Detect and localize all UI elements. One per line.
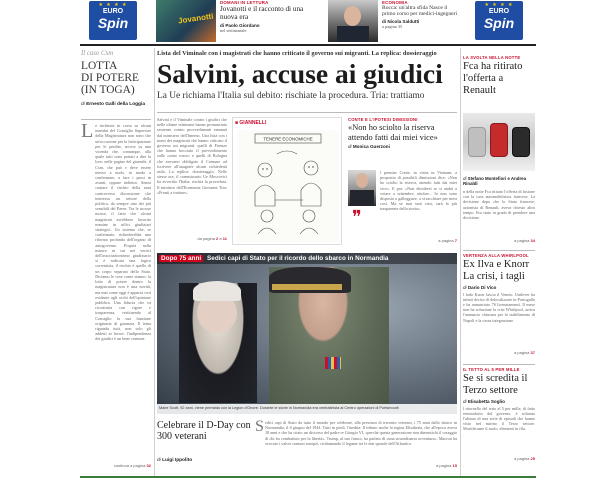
whirlpool-story[interactable] (463, 253, 535, 361)
photo-caption: Marie Scott, 92 anni, viene premiata con la Legion d'Onore. Durante le storie in Normandia era centralinista al Centro operazioni di Portsmouth (159, 405, 399, 410)
whirlpool-body: l fado Knorr lascia il Veneto. Unilever ha infatti deciso di delocalizzare in Portogallo e ha annunciato 76 licenziamenti. Il mese non ha soluzione la crisi Whirlpool, arriva l'annuncio chiusura per lo stabilimento di Napoli e la cassa integrazione. (463, 291, 535, 323)
main-headline-block[interactable] (157, 50, 457, 102)
euro-spin-badge-left[interactable] (89, 1, 137, 40)
left-column-editorial[interactable] (81, 50, 151, 475)
conte-headline[interactable]: «Non ho sciolto la riserva attendo fatti dai miei vice» (348, 123, 438, 142)
renault-kicker: LA SVOLTA NELLA NOTTE (463, 55, 521, 60)
conte-portrait (348, 170, 376, 206)
column-divider (460, 48, 461, 476)
whirlpool-headline[interactable]: Ex Ilva e Knorr La crisi, i tagli (463, 259, 530, 282)
story-body: Salvini e il Viminale contro i giudici che nelle ultime settimane hanno pronunciato sentenze contro provvedimenti emanati dal ministero dell'Interno. Una lista con i nomi dei magistrati che hanno criticato il governo sui migranti: quelli di Firenze che hanno bocciato il provvedimento sulle «zone rosse» e quelli di Bologna che avevano obbligato il Comune ad iscrivere all'anagrafe alcuni richiedenti asilo. La replica: dossieraggio. Nelle stesse ore, il commissario Ue Moscovici ha avvertito l'Italia: rischia la procedura. Il ministro dell'Economia Giovanni Tria: «Pronti a trattare». (157, 117, 227, 195)
drop-cap: S (255, 418, 264, 435)
conte-author: di Monica Guerzoni (348, 144, 390, 149)
promo-author: di Paolo Giordano (220, 23, 260, 28)
promo-kicker: DOMANI IN LETTURA (220, 0, 269, 5)
terzo-settore-author: di Elisabetta Soglio (463, 398, 505, 404)
jovanotti-promo[interactable] (156, 0, 320, 42)
car-badges-image (463, 113, 535, 171)
whirlpool-page: a pagina 37 (514, 349, 535, 355)
terzo-settore-headline[interactable]: Se si scredita il Terzo settore (463, 373, 528, 396)
conte-body: l premier Conte, in visita in Vietnam, a proposito di possibili dimissioni dice: «Non ho sciolto la riserva, attendo fatti dai miei vice». E poi: «Non deciderei se si andrà a votare a settembre, ottobre... Io non sono disposto a galleggiare, a vivacchiare per mesi così. Ma se mai sarà crisi, sarà la più trasparente della storia». (380, 170, 457, 212)
divider (463, 250, 535, 251)
promo-page: nel settimanale (220, 28, 247, 33)
quote-icon: ❞ (352, 207, 362, 227)
euro-spin-line2: Spin (97, 15, 129, 31)
overline: Lista del Viminale con i magistrati che hanno criticato il governo sui migranti. La replica: dossieraggio (157, 50, 437, 57)
photo-label: Dopo 75 anni (161, 255, 202, 262)
salvini-story[interactable] (157, 117, 227, 244)
divider (157, 112, 457, 113)
terzo-settore-page: a pagina 25 (514, 455, 535, 461)
dday-body: edici capi di Stato da tutto il mondo per celebrare, alla presenza di trecento veterani, i 75 anni dallo sbarco in Normandia, il 6 giugno del 1944. Tutti in piedi, l'inedita: Il tributo anche la regina Elisabetta, che all'epoca aveva 18 anni e che ha citato un discorso del padre re Giorgio VI, «perché questa generazione non dimentichi il coraggio di chi ha combattuto per la libertà». Trump, al suo fianco, ha parlato di «una straordinaria avventura». Macron ha evocato i valori comuni europei, richiamando il legame tra le due sponde dell'Atlantico. (265, 420, 457, 446)
euro-stars-icon: ★ ★ ★ ★ (484, 2, 514, 8)
euro-spin-line1: EURO (488, 8, 510, 15)
editorial-author: di Ernesto Galli della Loggia (81, 101, 145, 107)
renault-story[interactable] (463, 55, 535, 245)
editorial-kicker: Il caso Csm (81, 50, 114, 57)
promo-text: Jovanotti e il racconto di una nuova era (220, 5, 304, 21)
saldutti-portrait (328, 0, 378, 42)
whirlpool-author: di Dario Di Vico (463, 284, 497, 290)
photo-headline: Sedici capi di Stato per il ricordo dello sbarco in Normandia (207, 255, 389, 262)
drop-cap: L (81, 123, 94, 142)
continues-on: continua a pagina 32 (113, 463, 151, 468)
renault-body: n della notte Fca ritirato l'offerta di fusione con la casa automobilistica francese. La decisione dopo che lo Stato francese, azionista di Renault, aveva chiesto altro tempo. Era stato in grado di prendere una decisione. (463, 189, 535, 221)
story-pages: da pagina 2 a 11 (197, 236, 227, 241)
conte-page: a pagina 7 (438, 238, 457, 243)
promo-text: Rocca: un'altra sfida Nasce il primo corso per medici-ingegneri (382, 5, 458, 18)
terzo-settore-story[interactable] (463, 367, 535, 475)
cover-word: Jovanotti (177, 11, 215, 26)
renault-headline[interactable]: Fca ha ritirato l'offerta a Renault (463, 61, 523, 96)
normandy-photo[interactable] (157, 253, 457, 414)
saldutti-promo[interactable] (328, 0, 459, 42)
euro-spin-line1: EURO (102, 8, 124, 15)
dday-headline[interactable]: Celebrare il D-Day con 300 veterani (157, 420, 251, 443)
giannelli-cartoon[interactable] (232, 117, 342, 245)
renault-authors: di Stefano Montefiori e Andrea Rinaldi (463, 176, 527, 187)
promo-page: a pagina 35 (382, 23, 403, 29)
jovanotti-cover-image (156, 0, 216, 42)
promo-kicker: ECONOMIA (382, 0, 408, 5)
svg-text:TENERE ECONOMICHE: TENERE ECONOMICHE (263, 136, 313, 142)
top-rule (80, 44, 536, 46)
dday-page: a pagina 15 (436, 463, 457, 468)
divider (463, 364, 535, 365)
conte-kicker: CONTE E L'IPOTESI DIMISSIONI (348, 117, 418, 122)
dday-author: di Luigi Ippolito (157, 458, 193, 463)
terzo-settore-kicker: IL TETTO AL 5 PER MILLE (463, 367, 520, 372)
euro-stars-icon: ★ ★ ★ ★ (98, 2, 128, 8)
promo-author: di Nicola Saldutti (382, 18, 420, 24)
conte-story[interactable] (348, 117, 457, 245)
giannelli-label: ■ GIANNELLI (235, 120, 267, 126)
whirlpool-kicker: VERTENZA ALLA WHIRLPOOL (463, 253, 529, 258)
euro-spin-badge-right[interactable] (475, 1, 523, 40)
cartoon-drawing (237, 130, 339, 242)
bottom-rule (80, 476, 536, 478)
main-subhead: La Ue richiama l'Italia sul debito: rischiate la procedura. Tria: trattiamo (157, 91, 425, 101)
main-headline[interactable]: Salvini, accuse ai giudici (157, 58, 443, 89)
editorial-title: LOTTA DI POTERE (IN TOGA) (81, 60, 139, 97)
dday-story[interactable] (157, 420, 457, 476)
editorial-body: e inchieste in corso su alcuni membri del Consiglio Superiore della Magistratura non sono che un'occasione per la fatticipazione per le perdite, accese su una vicenda che, comunque, alla quale tutti sono portati a dire la loro: nelle pagine del giornale, il Csm, che può e deve essere messo a nudo, in modo a confermare, a fare i passi in avanti, oppure indietro. Senza contare il rischio della nota controversa discussione che interessa un settore della politica, da sempre uno dei più sensibili del Paese. Tra le accuse mosse, il fatto che alcuni magistrati avrebbero favorito nomine in uffici giudiziari strategici. Un sistema che, se confermato, richiederebbe una riforma profonda dell'organo di autogoverno. Propria nella misura in cui nei vertici dell'associazionismo giudiziario si è radicata una logica correntizia, il rischio è quello di un corpo separato dello Stato. Diciamo le cose come stanno: la lotta di potere dentro la magistratura non è una novità, ma mai come oggi è apparsa così evidente agli occhi dell'opinione pubblica. Una fiducia che va ricostruita con rigore e trasparenza, restituendo al Consiglio la sua funzione originaria di garanzia. Il tema riguarda tutti, non solo gli addetti ai lavori: l'indipendenza dei giudici è un bene comune. (95, 123, 151, 342)
column-divider (154, 48, 155, 476)
divider (81, 119, 151, 120)
terzo-settore-body: l ritornello del tetto al 5 per mille, di fatto reintrodotto dal governo, è soltanto l'ultimo di una serie di episodi che hanno visto nel mirino il Terzo settore. Mortificarne il ruolo, elementi in fila. (463, 405, 535, 432)
euro-spin-line2: Spin (483, 15, 515, 31)
renault-page: a pagina 34 (514, 238, 535, 243)
